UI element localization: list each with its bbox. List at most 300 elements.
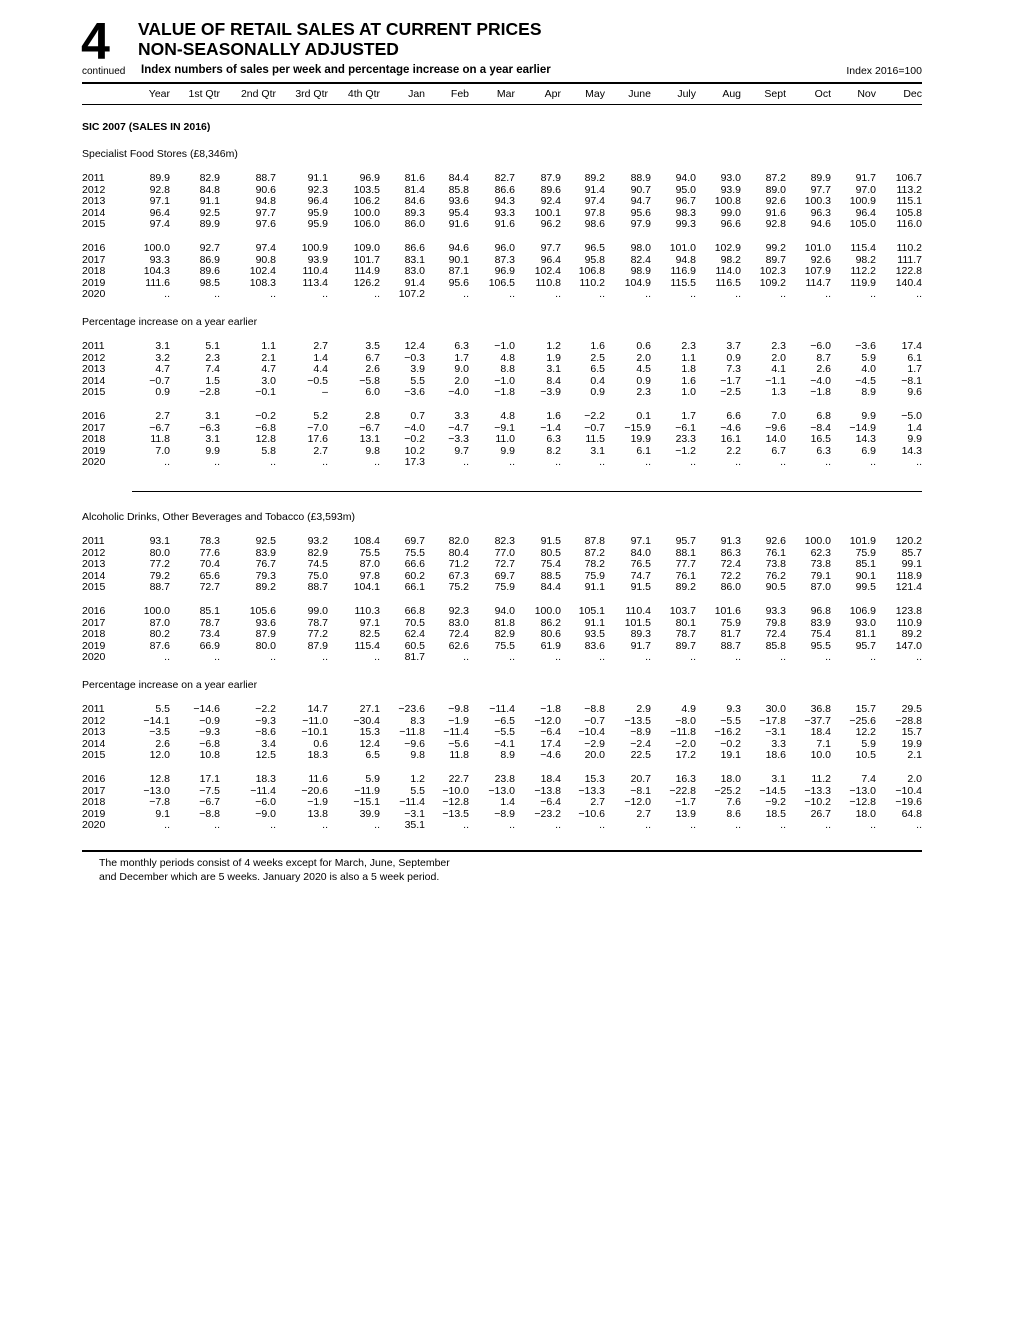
table-cell: 19.9 xyxy=(901,737,922,750)
table-cell: −16.2 xyxy=(714,726,741,738)
table-cell: 4.9 xyxy=(681,703,696,715)
table-cell: 2.9 xyxy=(636,703,651,715)
table-cell: .. xyxy=(735,651,741,663)
table-cell: 97.1 xyxy=(630,535,651,547)
table-row xyxy=(82,219,922,231)
table-cell: 2.5 xyxy=(590,351,605,364)
table-cell: 14.3 xyxy=(855,433,876,445)
table-cell: 62.4 xyxy=(404,628,425,640)
table-cell: .. xyxy=(690,819,696,831)
table-cell: 77.6 xyxy=(199,546,220,559)
table-cell: −13.5 xyxy=(442,807,469,820)
table-cell: 19.9 xyxy=(630,433,651,445)
table-cell: 0.9 xyxy=(155,386,170,398)
table-cell: 7.0 xyxy=(771,410,786,422)
table-cell: 102.9 xyxy=(714,242,741,254)
table-cell: 3.2 xyxy=(155,351,170,364)
table-cell: .. xyxy=(164,288,170,300)
table-cell: 90.8 xyxy=(255,253,276,266)
table-cell: 14.3 xyxy=(901,444,922,457)
row-year: 2014 xyxy=(82,206,106,219)
block-label: Alcoholic Drinks, Other Beverages and Tobacco (£3,593m) xyxy=(82,511,355,523)
table-cell: 72.4 xyxy=(720,558,741,570)
table-cell: 96.8 xyxy=(810,605,831,617)
table-cell: 17.3 xyxy=(404,456,425,468)
table-cell: 13.9 xyxy=(675,807,696,820)
table-cell: 66.6 xyxy=(404,558,425,570)
table-cell: 72.4 xyxy=(448,628,469,640)
table-cell: 1.4 xyxy=(500,796,515,808)
table-cell: 66.1 xyxy=(404,581,425,593)
table-cell: 110.9 xyxy=(896,616,922,629)
table-cell: −28.8 xyxy=(895,714,922,727)
table-cell: −13.3 xyxy=(578,784,605,797)
table-cell: −30.4 xyxy=(353,714,380,727)
table-cell: 82.9 xyxy=(307,546,328,559)
table-cell: 82.9 xyxy=(494,628,515,640)
table-row xyxy=(82,797,922,809)
table-cell: −10.2 xyxy=(804,796,831,808)
table-cell: 3.1 xyxy=(205,433,220,445)
table-cell: −6.4 xyxy=(540,726,561,738)
table-cell: 93.3 xyxy=(494,206,515,219)
table-cell: 89.7 xyxy=(765,253,786,266)
table-cell: −4.5 xyxy=(855,374,876,387)
table-cell: 84.4 xyxy=(540,581,561,593)
table-cell: 12.8 xyxy=(149,773,170,785)
block-label: Specialist Food Stores (£8,346m) xyxy=(82,148,238,160)
table-cell: .. xyxy=(322,819,328,831)
table-cell: 95.8 xyxy=(584,253,605,266)
table-cell: 95.5 xyxy=(810,639,831,652)
table-cell: 3.0 xyxy=(261,374,276,387)
table-cell: .. xyxy=(599,288,605,300)
table-cell: 97.8 xyxy=(584,206,605,219)
table-cell: 89.6 xyxy=(199,265,220,277)
table-cell: 89.9 xyxy=(199,218,220,230)
table-cell: 9.0 xyxy=(454,363,469,375)
table-cell: 2.2 xyxy=(726,444,741,457)
table-cell: 81.1 xyxy=(855,628,876,640)
table-cell: 89.9 xyxy=(810,172,831,184)
table-cell: 99.3 xyxy=(675,218,696,230)
table-cell: 91.5 xyxy=(630,581,651,593)
table-cell: 101.0 xyxy=(669,242,696,254)
table-cell: −8.0 xyxy=(675,714,696,727)
table-cell: 93.2 xyxy=(307,535,328,547)
table-cell: 3.1 xyxy=(771,773,786,785)
table-cell: 76.1 xyxy=(675,569,696,582)
row-year: 2019 xyxy=(82,639,106,652)
table-cell: −0.7 xyxy=(584,714,605,727)
table-cell: 6.1 xyxy=(636,444,651,457)
table-cell: 93.0 xyxy=(855,616,876,629)
table-cell: −1.1 xyxy=(765,374,786,387)
table-cell: 90.1 xyxy=(855,569,876,582)
table-cell: 123.8 xyxy=(895,605,922,617)
table-cell: 90.7 xyxy=(630,183,651,196)
table-cell: 1.7 xyxy=(454,351,469,364)
table-cell: −19.6 xyxy=(895,796,922,808)
table-cell: 106.8 xyxy=(578,265,605,277)
table-cell: 118.9 xyxy=(896,569,922,582)
table-cell: .. xyxy=(374,288,380,300)
table-cell: 0.9 xyxy=(590,386,605,398)
table-cell: −1.9 xyxy=(448,714,469,727)
table-cell: 89.2 xyxy=(584,172,605,184)
table-cell: 103.7 xyxy=(669,605,696,617)
table-cell: 18.6 xyxy=(765,749,786,761)
table-cell: 35.1 xyxy=(404,819,425,831)
table-row xyxy=(82,364,922,376)
table-cell: 91.6 xyxy=(448,218,469,230)
table-cell: −23.2 xyxy=(534,807,561,820)
table-cell: 4.8 xyxy=(500,351,515,364)
table-cell: 114.9 xyxy=(354,265,380,277)
table-cell: 81.8 xyxy=(494,616,515,629)
table-cell: .. xyxy=(555,288,561,300)
table-cell: 92.3 xyxy=(448,605,469,617)
table-cell: −17.8 xyxy=(759,714,786,727)
table-cell: −11.8 xyxy=(670,726,696,738)
table-cell: −1.0 xyxy=(494,374,515,387)
table-cell: 91.7 xyxy=(630,639,651,652)
table-cell: 75.5 xyxy=(494,639,515,652)
table-cell: 72.7 xyxy=(199,581,220,593)
column-header: 3rd Qtr xyxy=(295,88,328,100)
table-cell: 97.9 xyxy=(630,218,651,230)
table-cell: .. xyxy=(735,456,741,468)
table-cell: 87.3 xyxy=(494,253,515,266)
table-cell: .. xyxy=(690,651,696,663)
table-cell: −9.1 xyxy=(494,421,515,434)
table-row xyxy=(82,434,922,446)
table-cell: 88.7 xyxy=(307,581,328,593)
table-cell: 95.6 xyxy=(448,276,469,289)
table-cell: 96.7 xyxy=(675,195,696,207)
table-cell: 14.0 xyxy=(765,433,786,445)
table-cell: −9.0 xyxy=(255,807,276,820)
table-cell: 84.8 xyxy=(199,183,220,196)
table-cell: 114.0 xyxy=(715,265,741,277)
table-cell: .. xyxy=(870,819,876,831)
table-cell: −4.0 xyxy=(448,386,469,398)
column-header: June xyxy=(628,88,651,100)
table-cell: 80.0 xyxy=(149,546,170,559)
table-cell: 73.4 xyxy=(199,628,220,640)
table-cell: 119.9 xyxy=(850,276,876,289)
table-cell: 106.2 xyxy=(353,195,380,207)
table-cell: 76.1 xyxy=(765,546,786,559)
table-cell: −5.8 xyxy=(359,374,380,387)
table-cell: 96.9 xyxy=(359,172,380,184)
table-cell: 86.9 xyxy=(199,253,220,266)
table-cell: 83.9 xyxy=(810,616,831,629)
table-cell: 100.1 xyxy=(534,206,561,219)
table-cell: −9.6 xyxy=(765,421,786,434)
table-row xyxy=(82,652,922,664)
row-year: 2018 xyxy=(82,628,106,640)
table-cell: .. xyxy=(735,819,741,831)
table-cell: .. xyxy=(599,651,605,663)
table-cell: 12.2 xyxy=(855,726,876,738)
table-cell: 4.8 xyxy=(500,410,515,422)
table-cell: 94.8 xyxy=(255,195,276,207)
table-cell: 3.1 xyxy=(205,410,220,422)
table-row xyxy=(82,536,922,548)
table-cell: −13.3 xyxy=(804,784,831,797)
table-cell: 82.5 xyxy=(359,628,380,640)
table-cell: 81.6 xyxy=(404,172,425,184)
table-cell: −14.6 xyxy=(193,703,220,715)
table-cell: 89.2 xyxy=(255,581,276,593)
table-cell: 87.9 xyxy=(307,639,328,652)
table-cell: 86.0 xyxy=(404,218,425,230)
table-cell: 9.9 xyxy=(861,410,876,422)
table-cell: 64.8 xyxy=(901,807,922,820)
table-cell: 13.8 xyxy=(307,807,328,820)
table-cell: −3.9 xyxy=(540,386,561,398)
table-cell: −11.4 xyxy=(399,796,425,808)
table-cell: 26.7 xyxy=(810,807,831,820)
row-year: 2016 xyxy=(82,773,106,785)
table-cell: 93.6 xyxy=(448,195,469,207)
table-cell: 15.3 xyxy=(359,726,380,738)
table-cell: 78.2 xyxy=(584,558,605,570)
table-row xyxy=(82,446,922,458)
table-cell: .. xyxy=(509,456,515,468)
table-row xyxy=(82,289,922,301)
column-header: Oct xyxy=(814,88,831,100)
table-cell: 93.3 xyxy=(765,605,786,617)
table-title xyxy=(138,19,542,59)
table-cell: 97.7 xyxy=(810,183,831,196)
table-cell: 6.5 xyxy=(590,363,605,375)
table-cell: 100.0 xyxy=(534,605,561,617)
table-cell: 11.8 xyxy=(150,433,170,445)
table-cell: .. xyxy=(374,819,380,831)
column-header: July xyxy=(677,88,696,100)
table-cell: 87.0 xyxy=(359,558,380,570)
table-cell: −10.1 xyxy=(301,726,328,738)
table-cell: 82.7 xyxy=(494,172,515,184)
table-cell: 89.0 xyxy=(765,183,786,196)
table-cell: 140.4 xyxy=(895,276,922,289)
table-cell: 94.8 xyxy=(675,253,696,266)
table-cell: 5.5 xyxy=(410,374,425,387)
table-cell: 8.9 xyxy=(861,386,876,398)
table-cell: 99.0 xyxy=(720,206,741,219)
table-cell: 86.3 xyxy=(720,546,741,559)
table-cell: 6.3 xyxy=(454,340,469,352)
table-cell: 78.7 xyxy=(307,616,328,629)
table-row xyxy=(82,559,922,571)
table-cell: 11.8 xyxy=(449,749,469,761)
table-cell: −8.6 xyxy=(255,726,276,738)
table-cell: 23.8 xyxy=(494,773,515,785)
table-cell: 5.9 xyxy=(365,773,380,785)
table-cell: 13.1 xyxy=(359,433,380,445)
table-cell: 6.7 xyxy=(365,351,380,364)
table-cell: 97.0 xyxy=(855,183,876,196)
table-cell: 99.0 xyxy=(307,605,328,617)
table-cell: 0.4 xyxy=(590,374,605,387)
table-cell: 110.3 xyxy=(354,605,380,617)
table-cell: 8.3 xyxy=(410,714,425,727)
table-cell: 92.8 xyxy=(149,183,170,196)
table-cell: 101.6 xyxy=(714,605,741,617)
table-cell: .. xyxy=(463,288,469,300)
table-cell: .. xyxy=(463,651,469,663)
table-cell: 2.1 xyxy=(261,351,276,364)
row-year: 2018 xyxy=(82,265,106,277)
row-year: 2019 xyxy=(82,807,106,820)
table-cell: −25.2 xyxy=(714,784,741,797)
table-cell: 67.3 xyxy=(448,569,469,582)
table-cell: −2.0 xyxy=(675,737,696,750)
table-cell: 94.0 xyxy=(494,605,515,617)
table-cell: 100.9 xyxy=(301,242,328,254)
table-cell: 2.3 xyxy=(771,340,786,352)
table-cell: −0.7 xyxy=(149,374,170,387)
table-cell: 92.4 xyxy=(540,195,561,207)
table-cell: 99.2 xyxy=(765,242,786,254)
table-cell: .. xyxy=(825,819,831,831)
table-cell: 2.3 xyxy=(205,351,220,364)
table-cell: 96.4 xyxy=(307,195,328,207)
table-cell: 96.2 xyxy=(540,218,561,230)
table-cell: 83.0 xyxy=(404,265,425,277)
table-cell: 98.5 xyxy=(199,276,220,289)
table-cell: 79.8 xyxy=(765,616,786,629)
table-cell: .. xyxy=(214,651,220,663)
table-row xyxy=(82,278,922,290)
table-cell: −1.0 xyxy=(494,340,515,352)
table-cell: −12.8 xyxy=(849,796,876,808)
table-cell: 16.3 xyxy=(675,773,696,785)
table-cell: −6.1 xyxy=(675,421,696,434)
table-cell: −9.3 xyxy=(255,714,276,727)
table-number: 4 xyxy=(81,13,110,71)
table-cell: −9.3 xyxy=(199,726,220,738)
row-year: 2020 xyxy=(82,456,106,468)
table-cell: −8.1 xyxy=(630,784,651,797)
table-cell: 103.5 xyxy=(353,183,380,196)
table-cell: −8.4 xyxy=(810,421,831,434)
table-cell: 105.6 xyxy=(249,605,276,617)
table-cell: 80.5 xyxy=(540,546,561,559)
table-cell: 87.8 xyxy=(584,535,605,547)
table-cell: 100.0 xyxy=(143,605,170,617)
table-row xyxy=(82,387,922,399)
column-header: Sept xyxy=(764,88,786,100)
table-cell: 2.0 xyxy=(771,351,786,364)
row-year: 2014 xyxy=(82,569,106,582)
table-cell: 97.1 xyxy=(149,195,170,207)
table-cell: .. xyxy=(463,819,469,831)
table-cell: 97.6 xyxy=(255,218,276,230)
table-cell: 5.9 xyxy=(861,351,876,364)
table-cell: 4.7 xyxy=(155,363,170,375)
table-cell: 78.7 xyxy=(675,628,696,640)
table-cell: 88.7 xyxy=(149,581,170,593)
table-cell: 16.5 xyxy=(810,433,831,445)
table-cell: 93.0 xyxy=(720,172,741,184)
table-cell: 23.3 xyxy=(675,433,696,445)
column-header: 4th Qtr xyxy=(347,88,380,100)
table-cell: 20.7 xyxy=(630,773,651,785)
table-cell: 93.9 xyxy=(720,183,741,196)
table-cell: 87.2 xyxy=(765,172,786,184)
table-cell: −11.4 xyxy=(443,726,469,738)
table-cell: 76.7 xyxy=(255,558,276,570)
table-cell: 90.5 xyxy=(765,581,786,593)
table-cell: −7.0 xyxy=(307,421,328,434)
table-cell: .. xyxy=(916,651,922,663)
row-year: 2012 xyxy=(82,714,106,727)
table-cell: 95.4 xyxy=(448,206,469,219)
table-cell: 62.6 xyxy=(448,639,469,652)
table-cell: .. xyxy=(870,288,876,300)
table-cell: 5.1 xyxy=(205,340,220,352)
table-cell: 105.8 xyxy=(895,206,922,219)
table-cell: 70.5 xyxy=(404,616,425,629)
table-cell: 6.0 xyxy=(365,386,380,398)
table-cell: 88.7 xyxy=(255,172,276,184)
table-cell: −0.9 xyxy=(199,714,220,727)
table-cell: 2.7 xyxy=(590,796,605,808)
row-year: 2013 xyxy=(82,726,106,738)
table-cell: 8.9 xyxy=(500,749,515,761)
table-row xyxy=(82,704,922,716)
table-cell: .. xyxy=(164,456,170,468)
table-cell: 85.1 xyxy=(855,558,876,570)
table-row xyxy=(82,411,922,423)
table-cell: 65.6 xyxy=(199,569,220,582)
table-cell: 75.4 xyxy=(810,628,831,640)
table-cell: 1.6 xyxy=(590,340,605,352)
table-cell: 69.7 xyxy=(404,535,425,547)
table-cell: 95.7 xyxy=(675,535,696,547)
row-year: 2017 xyxy=(82,421,106,434)
table-cell: 98.6 xyxy=(584,218,605,230)
table-cell: 100.0 xyxy=(353,206,380,219)
table-cell: −14.1 xyxy=(143,714,170,727)
table-cell: 9.8 xyxy=(410,749,425,761)
table-cell: 4.5 xyxy=(636,363,651,375)
table-cell: 83.0 xyxy=(448,616,469,629)
table-cell: −3.5 xyxy=(149,726,170,738)
table-cell: 0.7 xyxy=(410,410,425,422)
table-cell: 9.9 xyxy=(500,444,515,457)
table-cell: 98.0 xyxy=(630,242,651,254)
table-cell: .. xyxy=(270,288,276,300)
table-cell: −8.9 xyxy=(494,807,515,820)
table-cell: 89.3 xyxy=(404,206,425,219)
table-cell: 120.2 xyxy=(895,535,922,547)
table-cell: .. xyxy=(374,456,380,468)
table-cell: 62.3 xyxy=(810,546,831,559)
table-cell: 1.6 xyxy=(546,410,561,422)
table-subtitle: Index numbers of sales per week and percentage increase on a year earlier xyxy=(141,64,551,76)
table-cell: −9.2 xyxy=(765,796,786,808)
table-cell: .. xyxy=(599,456,605,468)
table-cell: −2.2 xyxy=(584,410,605,422)
table-cell: .. xyxy=(463,456,469,468)
row-year: 2016 xyxy=(82,605,106,617)
row-year: 2018 xyxy=(82,433,106,445)
table-cell: −2.9 xyxy=(584,737,605,750)
